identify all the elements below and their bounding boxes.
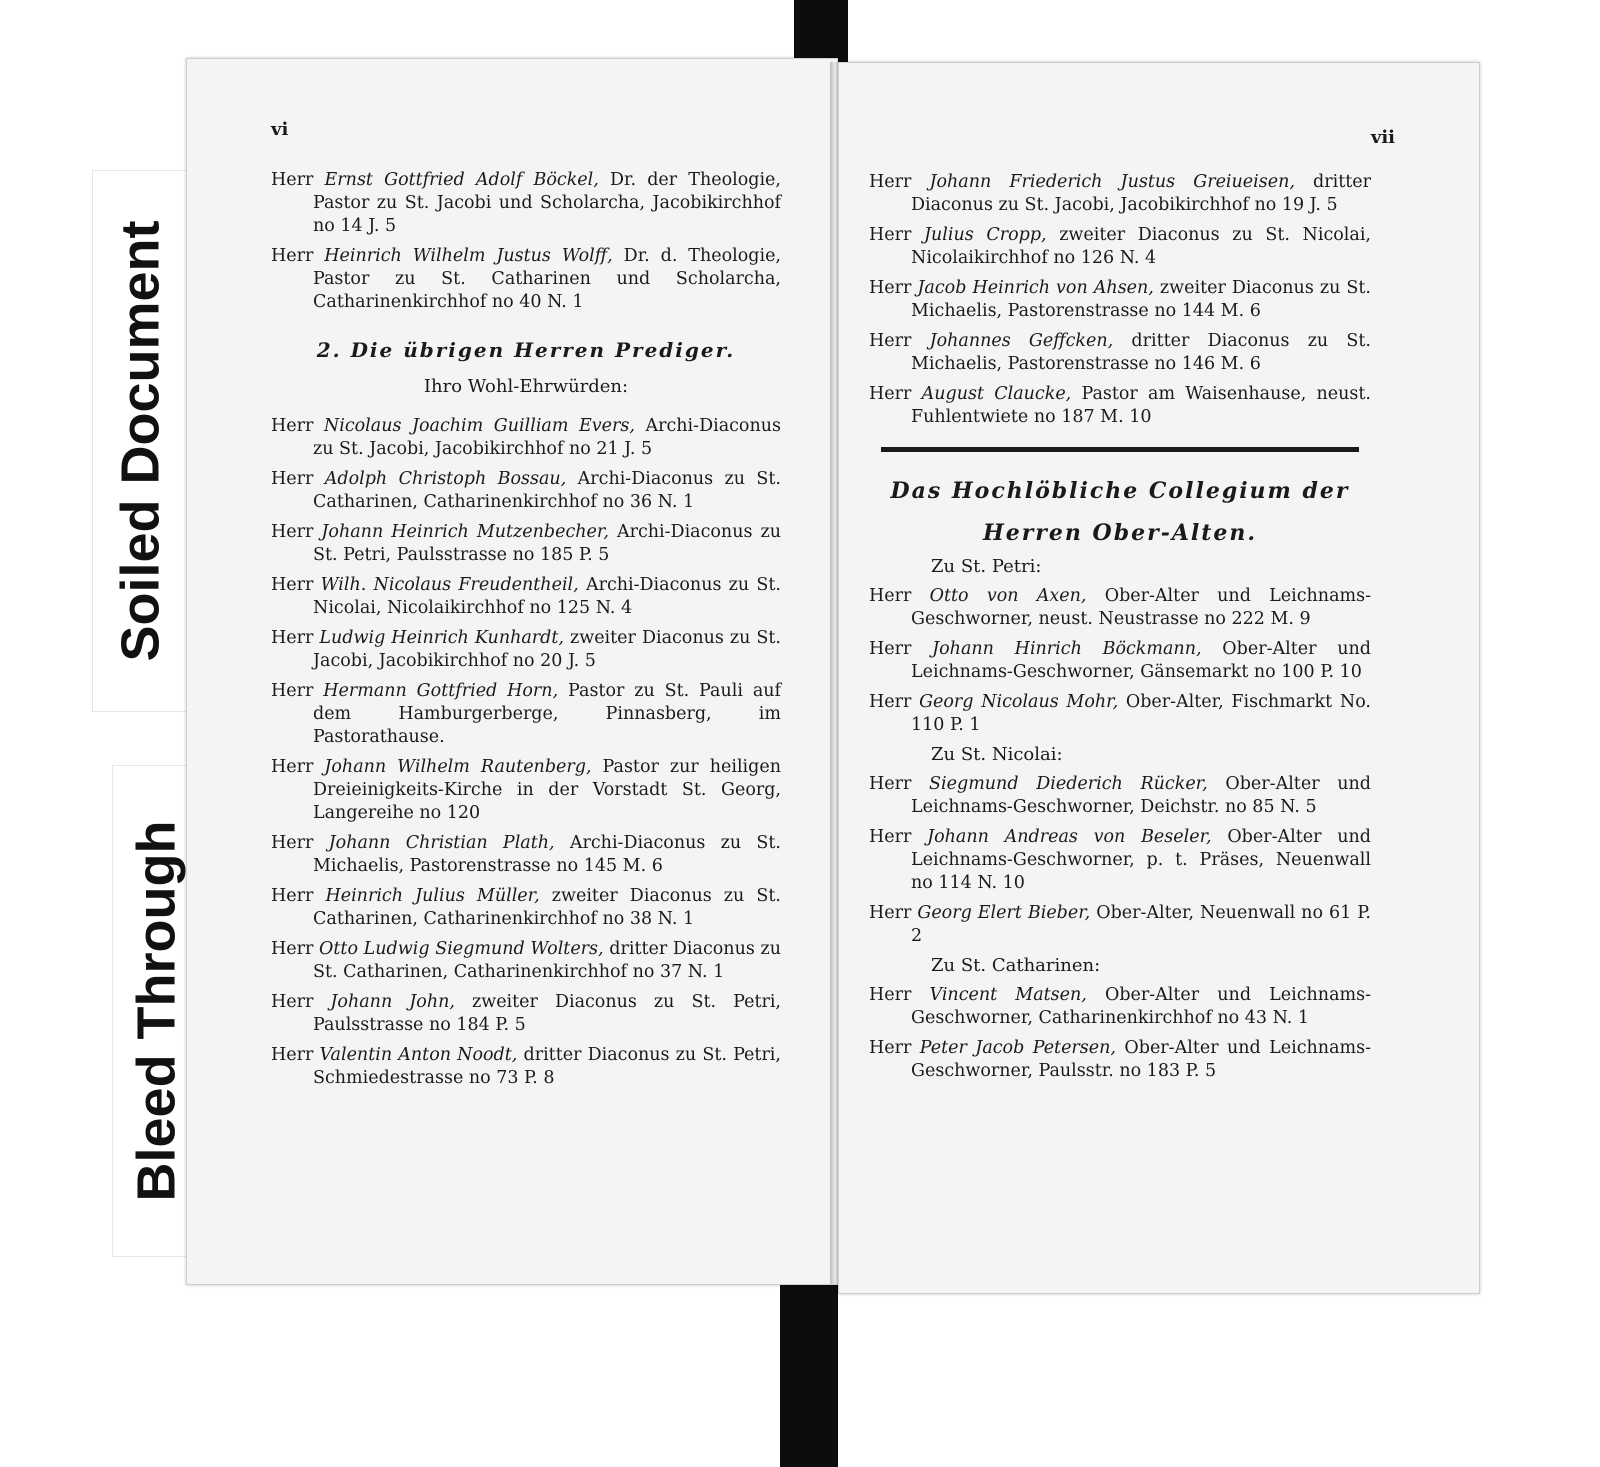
- entry-title: Herr: [271, 416, 314, 436]
- directory-entry: [271, 245, 781, 314]
- entry-name: Ernst Gottfried Adolf Böckel,: [324, 170, 599, 190]
- entry-name: Siegmund Diederich Rücker,: [929, 774, 1208, 794]
- soiled-document-stamp: [92, 170, 190, 712]
- entry-details: zweiter Diaconus zu St. Michaelis, Pastorenstrasse no 144 M. 6: [911, 278, 1371, 321]
- entry-name: Hermann Gottfried Horn,: [323, 681, 559, 701]
- entry-title: Herr: [271, 886, 314, 906]
- honorific: Ihro Wohl-Ehrwürden:: [423, 376, 629, 397]
- entry-details: Ober-Alter und Leichnams-Geschworner, neust. Neustrasse no 222 M. 9: [911, 586, 1371, 629]
- entry-details: Ober-Alter, Fischmarkt No. 110 P. 1: [911, 692, 1371, 735]
- entry-name: August Claucke,: [921, 384, 1072, 404]
- entry-name: Johann Andreas von Beseler,: [927, 827, 1212, 847]
- directory-entry: [271, 521, 781, 567]
- directory-entry: [869, 585, 1371, 631]
- directory-entry: [271, 574, 781, 620]
- entry-title: Herr: [271, 469, 314, 489]
- section-divider: [881, 447, 1359, 452]
- entry-title: Herr: [869, 827, 912, 847]
- entry-name: Adolph Christoph Bossau,: [324, 469, 567, 489]
- entry-name: Heinrich Julius Müller,: [325, 886, 540, 906]
- entry-name: Ludwig Heinrich Kunhardt,: [319, 628, 564, 648]
- entry-details: Dr. d. Theologie, Pastor zu St. Catharinen und Scholarcha, Catharinenkirchhof no 40 N. 1: [313, 246, 781, 312]
- entry-details: dritter Diaconus zu St. Petri, Schmiedestrasse no 73 P. 8: [313, 1045, 781, 1088]
- entry-details: dritter Diaconus zu St. Jacobi, Jacobikirchhof no 19 J. 5: [911, 172, 1371, 215]
- entry-details: Archi-Diaconus zu St. Jacobi, Jacobikirchhof no 21 J. 5: [313, 416, 781, 459]
- entry-details: Ober-Alter, Neuenwall no 61 P. 2: [911, 903, 1371, 946]
- directory-entry: [869, 984, 1371, 1030]
- entry-name: Johannes Geffcken,: [929, 331, 1114, 351]
- entry-details: Archi-Diaconus zu St. Catharinen, Catharinenkirchhof no 36 N. 1: [313, 469, 781, 512]
- entry-title: Herr: [271, 170, 314, 190]
- entry-details: Dr. der Theologie, Pastor zu St. Jacobi und Scholarcha, Jacobikirchhof no 14 J. 5: [313, 170, 781, 236]
- entry-name: Otto von Axen,: [929, 586, 1087, 606]
- directory-entry: [271, 627, 781, 673]
- entry-details: Archi-Diaconus zu St. Petri, Paulsstrasse no 185 P. 5: [313, 522, 781, 565]
- entry-name: Valentin Anton Noodt,: [319, 1045, 518, 1065]
- entry-title: Herr: [271, 246, 314, 266]
- bleed-through-label: Bleed Through: [126, 820, 187, 1202]
- entry-name: Johann Christian Plath,: [328, 833, 555, 853]
- section-title: 2. Die übrigen Herren Prediger.: [316, 338, 736, 362]
- directory-entry: [869, 691, 1371, 737]
- entry-name: Georg Elert Bieber,: [917, 903, 1091, 923]
- right-page-content: [869, 171, 1371, 1090]
- entry-name: Johann Hinrich Böckmann,: [932, 639, 1202, 659]
- entry-name: Peter Jacob Petersen,: [919, 1038, 1116, 1058]
- directory-entry: [271, 468, 781, 514]
- entry-name: Johann Friederich Justus Greiueisen,: [929, 172, 1295, 192]
- directory-entry: [869, 826, 1371, 895]
- entry-name: Jacob Heinrich von Ahsen,: [917, 278, 1154, 298]
- entry-title: Herr: [271, 628, 314, 648]
- left-top-entries: [271, 169, 781, 314]
- directory-entry: [869, 773, 1371, 819]
- directory-entry: [271, 756, 781, 825]
- right-page: [838, 62, 1480, 1294]
- entry-name: Nicolaus Joachim Guilliam Evers,: [323, 416, 635, 436]
- entry-details: dritter Diaconus zu St. Catharinen, Catharinenkirchhof no 37 N. 1: [313, 939, 781, 982]
- entry-details: Pastor zur heiligen Dreieinigkeits-Kirche in der Vorstadt St. Georg, Langereihe no 120: [313, 757, 781, 823]
- directory-entry: [271, 938, 781, 984]
- parish-heading: [931, 556, 1371, 577]
- entry-details: zweiter Diaconus zu St. Jacobi, Jacobikirchhof no 20 J. 5: [313, 628, 781, 671]
- entry-name: Johann Heinrich Mutzenbecher,: [321, 522, 609, 542]
- entry-name: Vincent Matsen,: [929, 985, 1087, 1005]
- entry-details: Ober-Alter und Leichnams-Geschworner, Gänsemarkt no 100 P. 10: [911, 639, 1371, 682]
- parish-heading: [931, 955, 1371, 976]
- entry-name: Julius Cropp,: [923, 225, 1047, 245]
- directory-entry: [271, 885, 781, 931]
- entry-name: Wilh. Nicolaus Freudentheil,: [320, 575, 579, 595]
- entry-title: Herr: [869, 172, 912, 192]
- entry-title: Herr: [869, 278, 912, 298]
- film-bar-bottom: [780, 1280, 838, 1467]
- entry-title: Herr: [271, 939, 314, 959]
- directory-entry: [869, 171, 1371, 217]
- entry-details: Ober-Alter und Leichnams-Geschworner, Catharinenkirchhof no 43 N. 1: [911, 985, 1371, 1028]
- left-page-number: vi: [271, 119, 289, 140]
- directory-entry: [271, 415, 781, 461]
- right-top-entries: [869, 171, 1371, 429]
- directory-entry: [869, 330, 1371, 376]
- entry-title: Herr: [271, 575, 314, 595]
- entry-name: Johann Wilhelm Rautenberg,: [324, 757, 592, 777]
- entry-name: Johann John,: [330, 992, 455, 1012]
- entry-details: zweiter Diaconus zu St. Nicolai, Nicolaikirchhof no 126 N. 4: [911, 225, 1371, 268]
- directory-entry: [869, 224, 1371, 270]
- entry-details: Ober-Alter und Leichnams-Geschworner, Deichstr. no 85 N. 5: [911, 774, 1371, 817]
- entry-details: Ober-Alter und Leichnams-Geschworner, Paulsstr. no 183 P. 5: [911, 1038, 1371, 1081]
- entry-details: Archi-Diaconus zu St. Michaelis, Pastorenstrasse no 145 M. 6: [313, 833, 781, 876]
- entry-details: Ober-Alter und Leichnams-Geschworner, p. t. Präses, Neuenwall no 114 N. 10: [911, 827, 1371, 893]
- parish-label: Zu St. Petri:: [931, 556, 1042, 577]
- entry-name: Heinrich Wilhelm Justus Wolff,: [324, 246, 613, 266]
- directory-entry: [869, 277, 1371, 323]
- left-page-content: [271, 169, 781, 1097]
- parish-label: Zu St. Nicolai:: [931, 744, 1063, 765]
- entry-name: Otto Ludwig Siegmund Wolters,: [319, 939, 604, 959]
- parish-heading: [931, 744, 1371, 765]
- entry-details: Pastor am Waisenhause, neust. Fuhlentwiete no 187 M. 10: [911, 384, 1371, 427]
- entry-details: zweiter Diaconus zu St. Petri, Paulsstrasse no 184 P. 5: [313, 992, 781, 1035]
- soiled-document-label: Soiled Document: [111, 220, 172, 662]
- entry-title: Herr: [869, 774, 912, 794]
- directory-entry: [271, 1044, 781, 1090]
- entry-title: Herr: [271, 833, 314, 853]
- entry-title: Herr: [271, 522, 314, 542]
- directory-entry: [271, 991, 781, 1037]
- entry-title: Herr: [271, 1045, 314, 1065]
- entry-title: Herr: [271, 681, 314, 701]
- entry-details: dritter Diaconus zu St. Michaelis, Pastorenstrasse no 146 M. 6: [911, 331, 1371, 374]
- right-groups: [869, 556, 1371, 1083]
- directory-entry: [271, 680, 781, 749]
- directory-entry: [869, 902, 1371, 948]
- collegium-heading: Das Hochlöbliche Collegium der: [890, 478, 1350, 504]
- entry-details: Archi-Diaconus zu St. Nicolai, Nicolaikirchhof no 125 N. 4: [313, 575, 781, 618]
- entry-title: Herr: [869, 586, 912, 606]
- entry-title: Herr: [271, 757, 314, 777]
- left-page: [186, 58, 838, 1285]
- entry-details: zweiter Diaconus zu St. Catharinen, Catharinenkirchhof no 38 N. 1: [313, 886, 781, 929]
- directory-entry: [869, 383, 1371, 429]
- directory-entry: [869, 1037, 1371, 1083]
- entry-title: Herr: [869, 985, 912, 1005]
- entry-title: Herr: [869, 331, 912, 351]
- entry-title: Herr: [869, 639, 912, 659]
- entry-title: Herr: [271, 992, 314, 1012]
- directory-entry: [271, 832, 781, 878]
- entry-title: Herr: [869, 1038, 912, 1058]
- entry-name: Georg Nicolaus Mohr,: [919, 692, 1119, 712]
- entry-title: Herr: [869, 692, 912, 712]
- parish-label: Zu St. Catharinen:: [931, 955, 1101, 976]
- left-entry-list: [271, 415, 781, 1090]
- entry-details: Pastor zu St. Pauli auf dem Hamburgerberge, Pinnasberg, im Pastorathause.: [313, 681, 781, 747]
- collegium-heading-line2: Herren Ober-Alten.: [982, 520, 1258, 546]
- right-page-number: vii: [1370, 127, 1395, 148]
- entry-title: Herr: [869, 384, 912, 404]
- entry-title: Herr: [869, 225, 912, 245]
- directory-entry: [271, 169, 781, 238]
- entry-title: Herr: [869, 903, 912, 923]
- directory-entry: [869, 638, 1371, 684]
